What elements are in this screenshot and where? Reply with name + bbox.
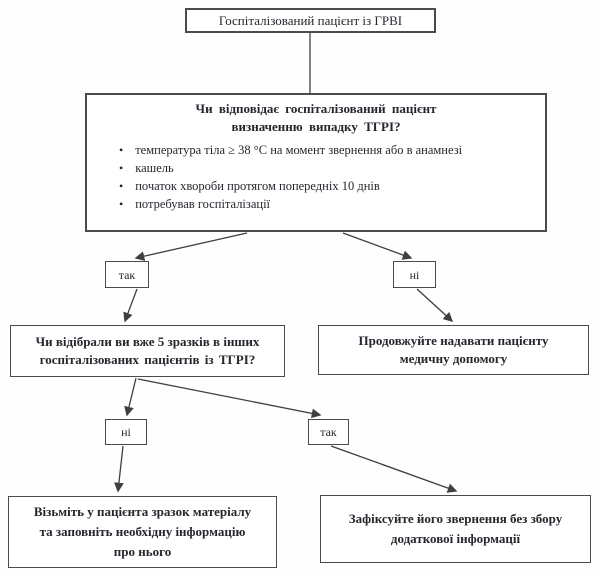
branch-samples-no-label: ні bbox=[121, 425, 131, 439]
continue-care-line2: медичну допомогу bbox=[399, 351, 508, 366]
arrow-yes-to-samples-question bbox=[125, 289, 137, 321]
record-visit-line2: додаткової інформації bbox=[390, 531, 521, 546]
samples-question-box bbox=[10, 325, 285, 377]
branch-top-yes-box bbox=[105, 261, 149, 288]
bullet-text: • потребував госпіталізації bbox=[135, 197, 271, 211]
branch-samples-no-box bbox=[105, 419, 147, 445]
arrow-samples-to-yes2 bbox=[138, 379, 320, 415]
record-visit-box bbox=[320, 495, 591, 563]
arrow-no-to-continue-care bbox=[417, 289, 452, 321]
take-sample-line2: та заповніть необхідну інформацію bbox=[39, 524, 246, 539]
bullet-item bbox=[119, 141, 545, 159]
continue-care-line1: Продовжуйте надавати пацієнту bbox=[358, 333, 549, 348]
samples-question-line1: Чи відібрали ви вже 5 зразків в інших bbox=[35, 334, 260, 349]
bullet-text: • температура тіла ≥ 38 °С на момент звернення або в анамнезі bbox=[135, 143, 463, 157]
bullet-item bbox=[119, 195, 545, 213]
criteria-question-line1: Чи відповідає госпіталізований пацієнт bbox=[195, 101, 437, 116]
criteria-question-line2: визначенню випадку ТГРІ? bbox=[231, 119, 401, 134]
continue-care-box bbox=[318, 325, 589, 375]
take-sample-line1: Візьміть у пацієнта зразок матеріалу bbox=[33, 504, 252, 519]
branch-top-no-box bbox=[393, 261, 436, 288]
criteria-bullet-list bbox=[119, 141, 545, 213]
take-sample-box bbox=[8, 496, 277, 568]
branch-samples-yes-box bbox=[308, 419, 349, 445]
criteria-box bbox=[85, 93, 547, 232]
record-visit-line1: Зафіксуйте його звернення без збору bbox=[348, 511, 563, 526]
bullet-item bbox=[119, 177, 545, 195]
arrow-criteria-to-yes bbox=[136, 233, 247, 258]
arrow-no2-to-take-sample bbox=[118, 446, 123, 491]
bullet-text: • кашель bbox=[135, 161, 174, 175]
bullet-item bbox=[119, 159, 545, 177]
start-box-label: Госпіталізований пацієнт із ГРВІ bbox=[218, 12, 403, 28]
samples-question-line2: госпіталізованих пацієнтів із ТГРІ? bbox=[39, 352, 256, 367]
arrow-criteria-to-no bbox=[343, 233, 411, 258]
start-box bbox=[185, 8, 436, 33]
branch-samples-yes-label: так bbox=[320, 425, 337, 439]
branch-top-no-label: ні bbox=[409, 267, 420, 282]
branch-top-yes-label: так bbox=[118, 267, 136, 282]
arrow-samples-to-no2 bbox=[127, 378, 136, 415]
bullet-text: • початок хвороби протягом попередніх 10 днів bbox=[135, 179, 380, 193]
arrow-yes2-to-record-visit bbox=[331, 446, 456, 491]
take-sample-line3: про нього bbox=[113, 544, 172, 559]
